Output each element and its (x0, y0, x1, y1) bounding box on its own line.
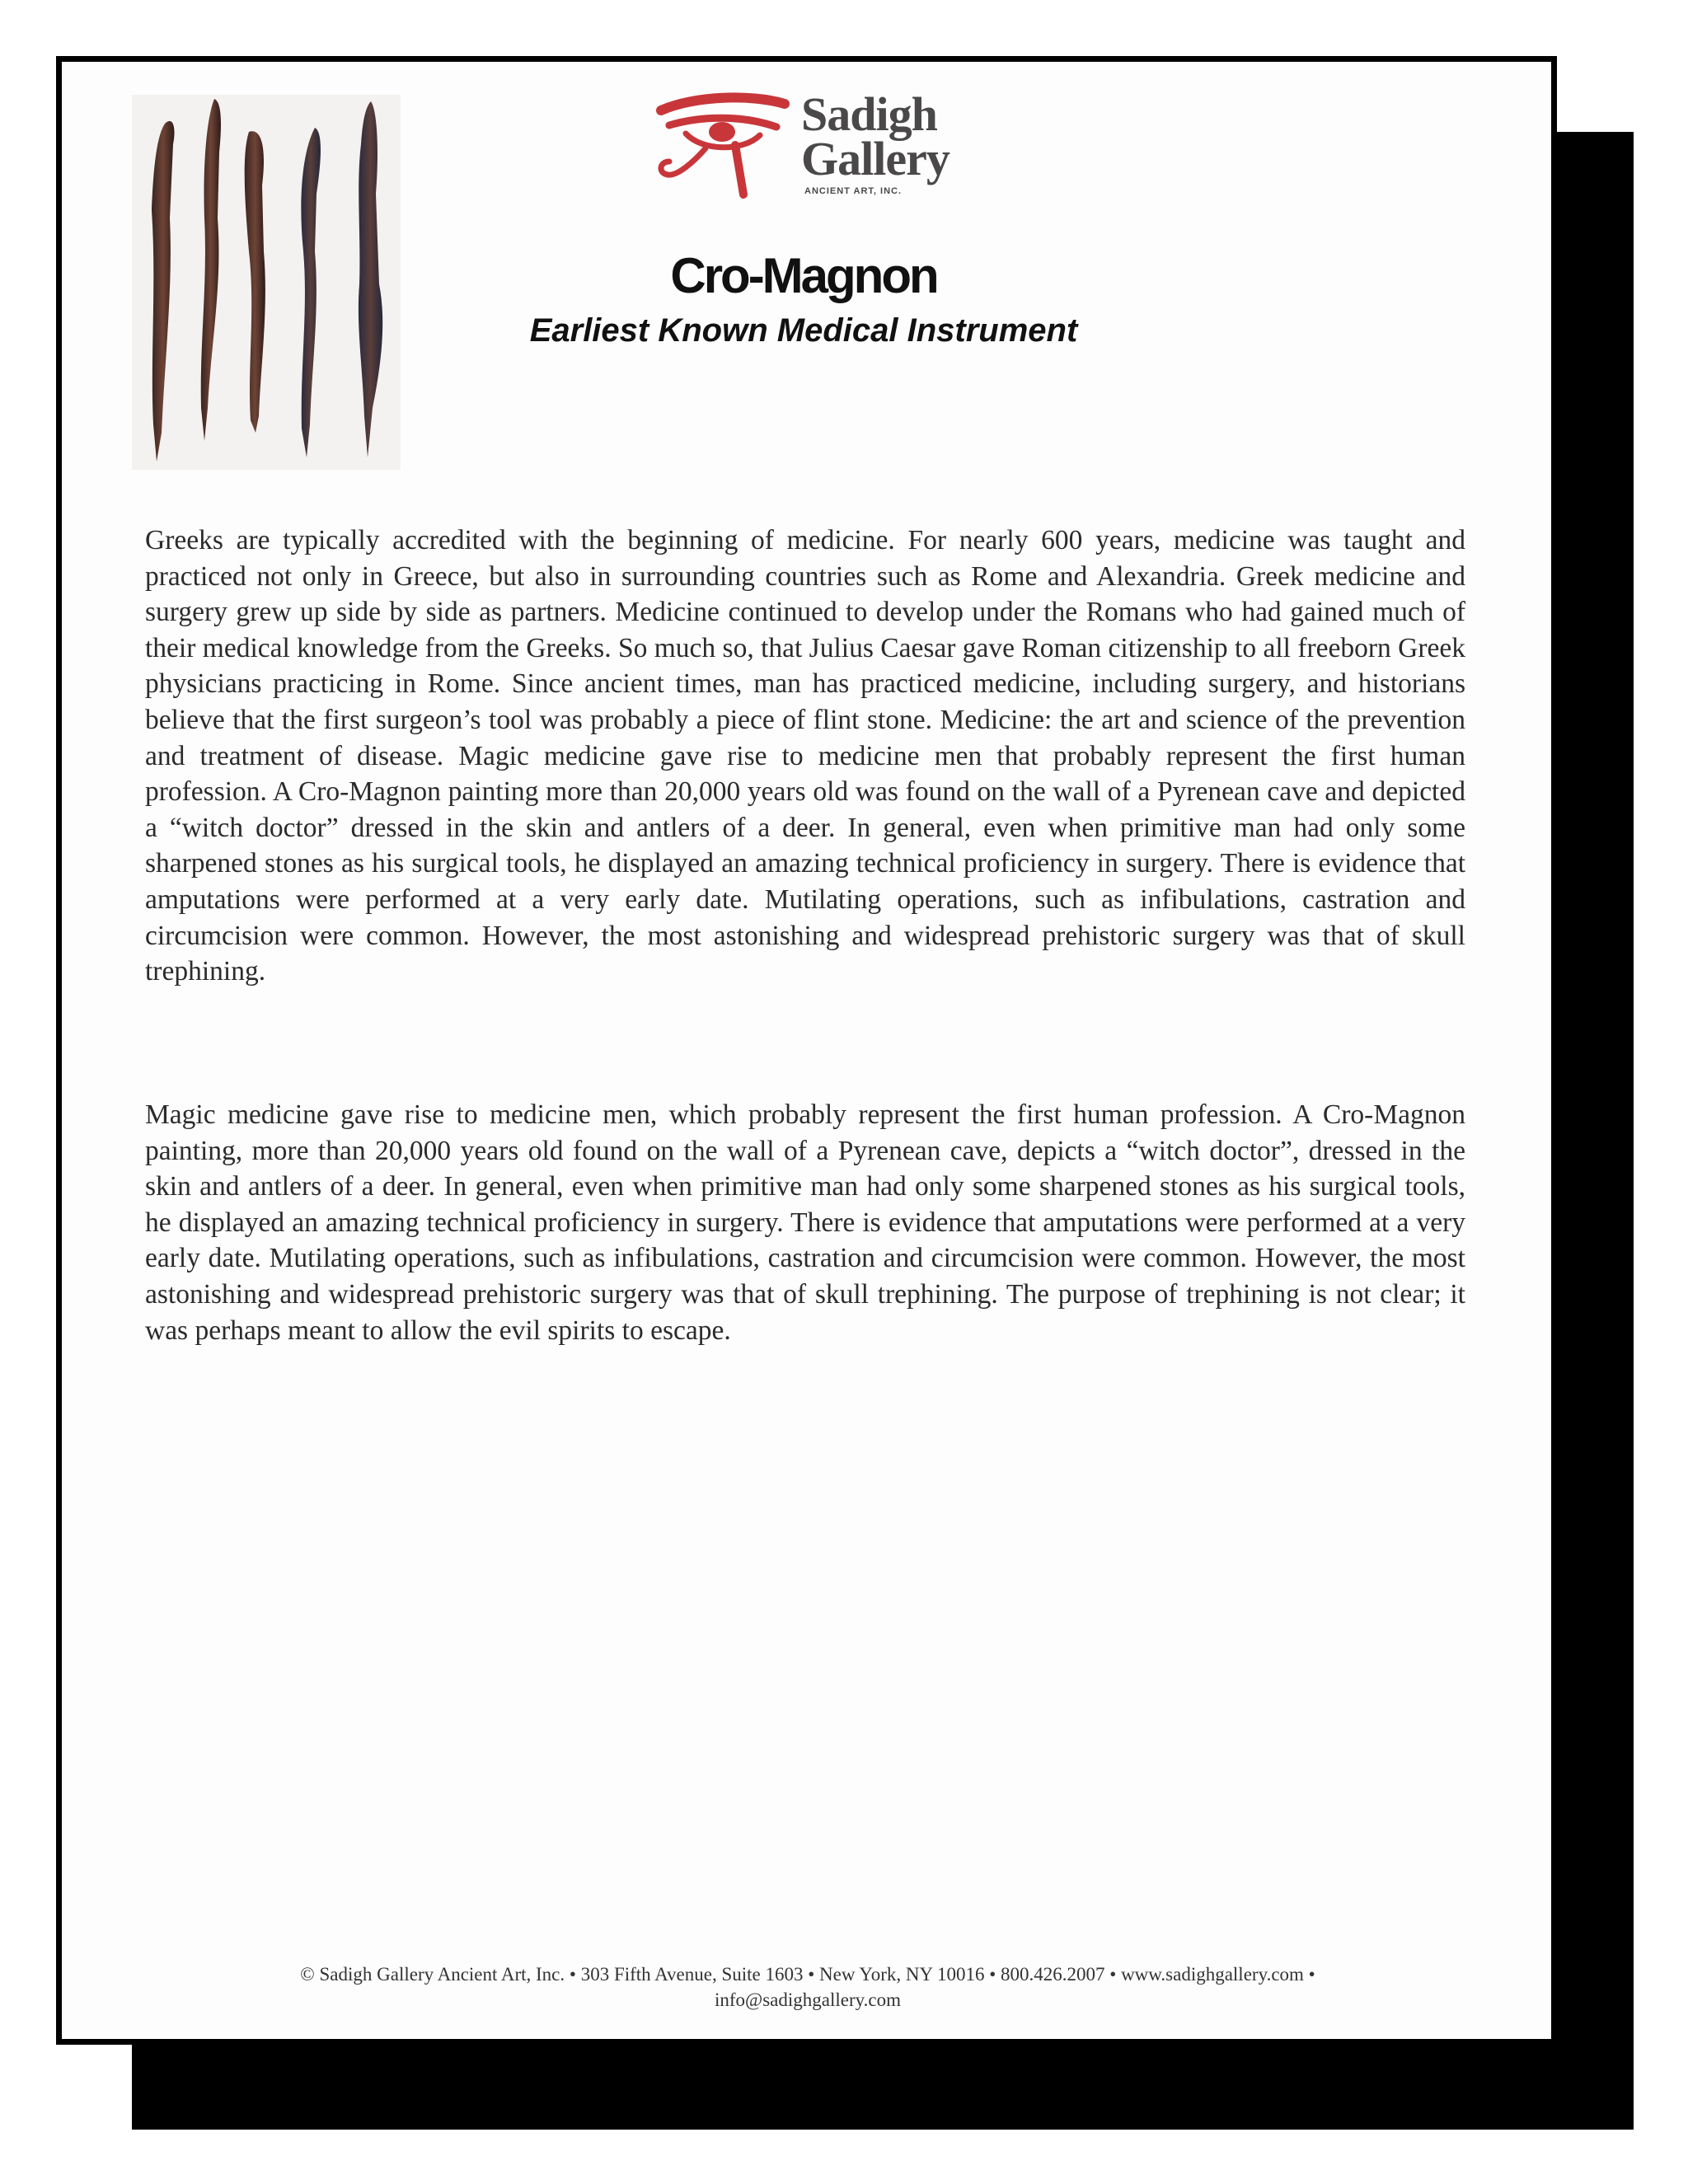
footer-email: info@sadighgallery.com (715, 1990, 901, 2010)
sadigh-gallery-logo (653, 87, 966, 204)
logo-name-line1: Sadigh (801, 87, 937, 141)
logo-tagline: ANCIENT ART, INC. (804, 186, 903, 196)
footer-address-line: © Sadigh Gallery Ancient Art, Inc. • 303 Fifth Avenue, Suite 1603 • New York, NY 10016 • 800.426.2007 • www.sadighgallery.com • (300, 1964, 1315, 1985)
footer (148, 1961, 1467, 2013)
logo-name-line2: Gallery (801, 132, 950, 185)
eye-of-horus-icon (653, 92, 797, 199)
logo-wordmark (801, 87, 950, 185)
body-paragraph-1: Greeks are typically accredited with the beginning of medicine. For nearly 600 years, medicine was taught and practiced not only in Greece, but also in surrounding countries such as Rome and Alexandria. Greek medicine and surgery grew up side by side as partners. Medicine continued to develop under the Romans who had gained much of their medical knowledge from the Greeks. So much so, that Julius Caesar gave Roman citizenship to all freeborn Greek physicians practicing in Rome. Since ancient times, man has practiced medicine, including surgery, and historians believe that the first surgeon’s tool was probably a piece of flint stone. Medicine: the art and science of the prevention and treatment of disease. Magic medicine gave rise to medicine men that probably represent the first human profession. A Cro-Magnon painting more than 20,000 years old was found on the wall of a Pyrenean cave and depicted a “witch doctor” dressed in the skin and antlers of a deer. In general, even when primitive man had only some sharpened stones as his surgical tools, he displayed an amazing technical proficiency in surgery. There is evidence that amputations were performed at a very early date. Mutilating operations, such as infibulations, castration and circumcision were common. However, the most astonishing and widespread prehistoric surgery was that of skull trephining. (145, 525, 1465, 987)
page-title: Cro-Magnon (670, 248, 937, 303)
body-paragraph-2: Magic medicine gave rise to medicine men, which probably represent the first human profession. A Cro-Magnon painting, more than 20,000 years old found on the wall of a Pyrenean cave, depicts a “witch doctor”, dressed in the skin and antlers of a deer. In general, even when primitive man had only some sharpened stones as his surgical tools, he displayed an amazing technical proficiency in surgery. There is evidence that amputations were performed at a very early date. Mutilating operations, such as infibulations, castration and circumcision were common. However, the most astonishing and widespread prehistoric surgery was that of skull trephining. The purpose of trephining is not clear; it was perhaps meant to allow the evil spirits to escape. (145, 1099, 1465, 1346)
page-subtitle: Earliest Known Medical Instrument (529, 312, 1078, 349)
